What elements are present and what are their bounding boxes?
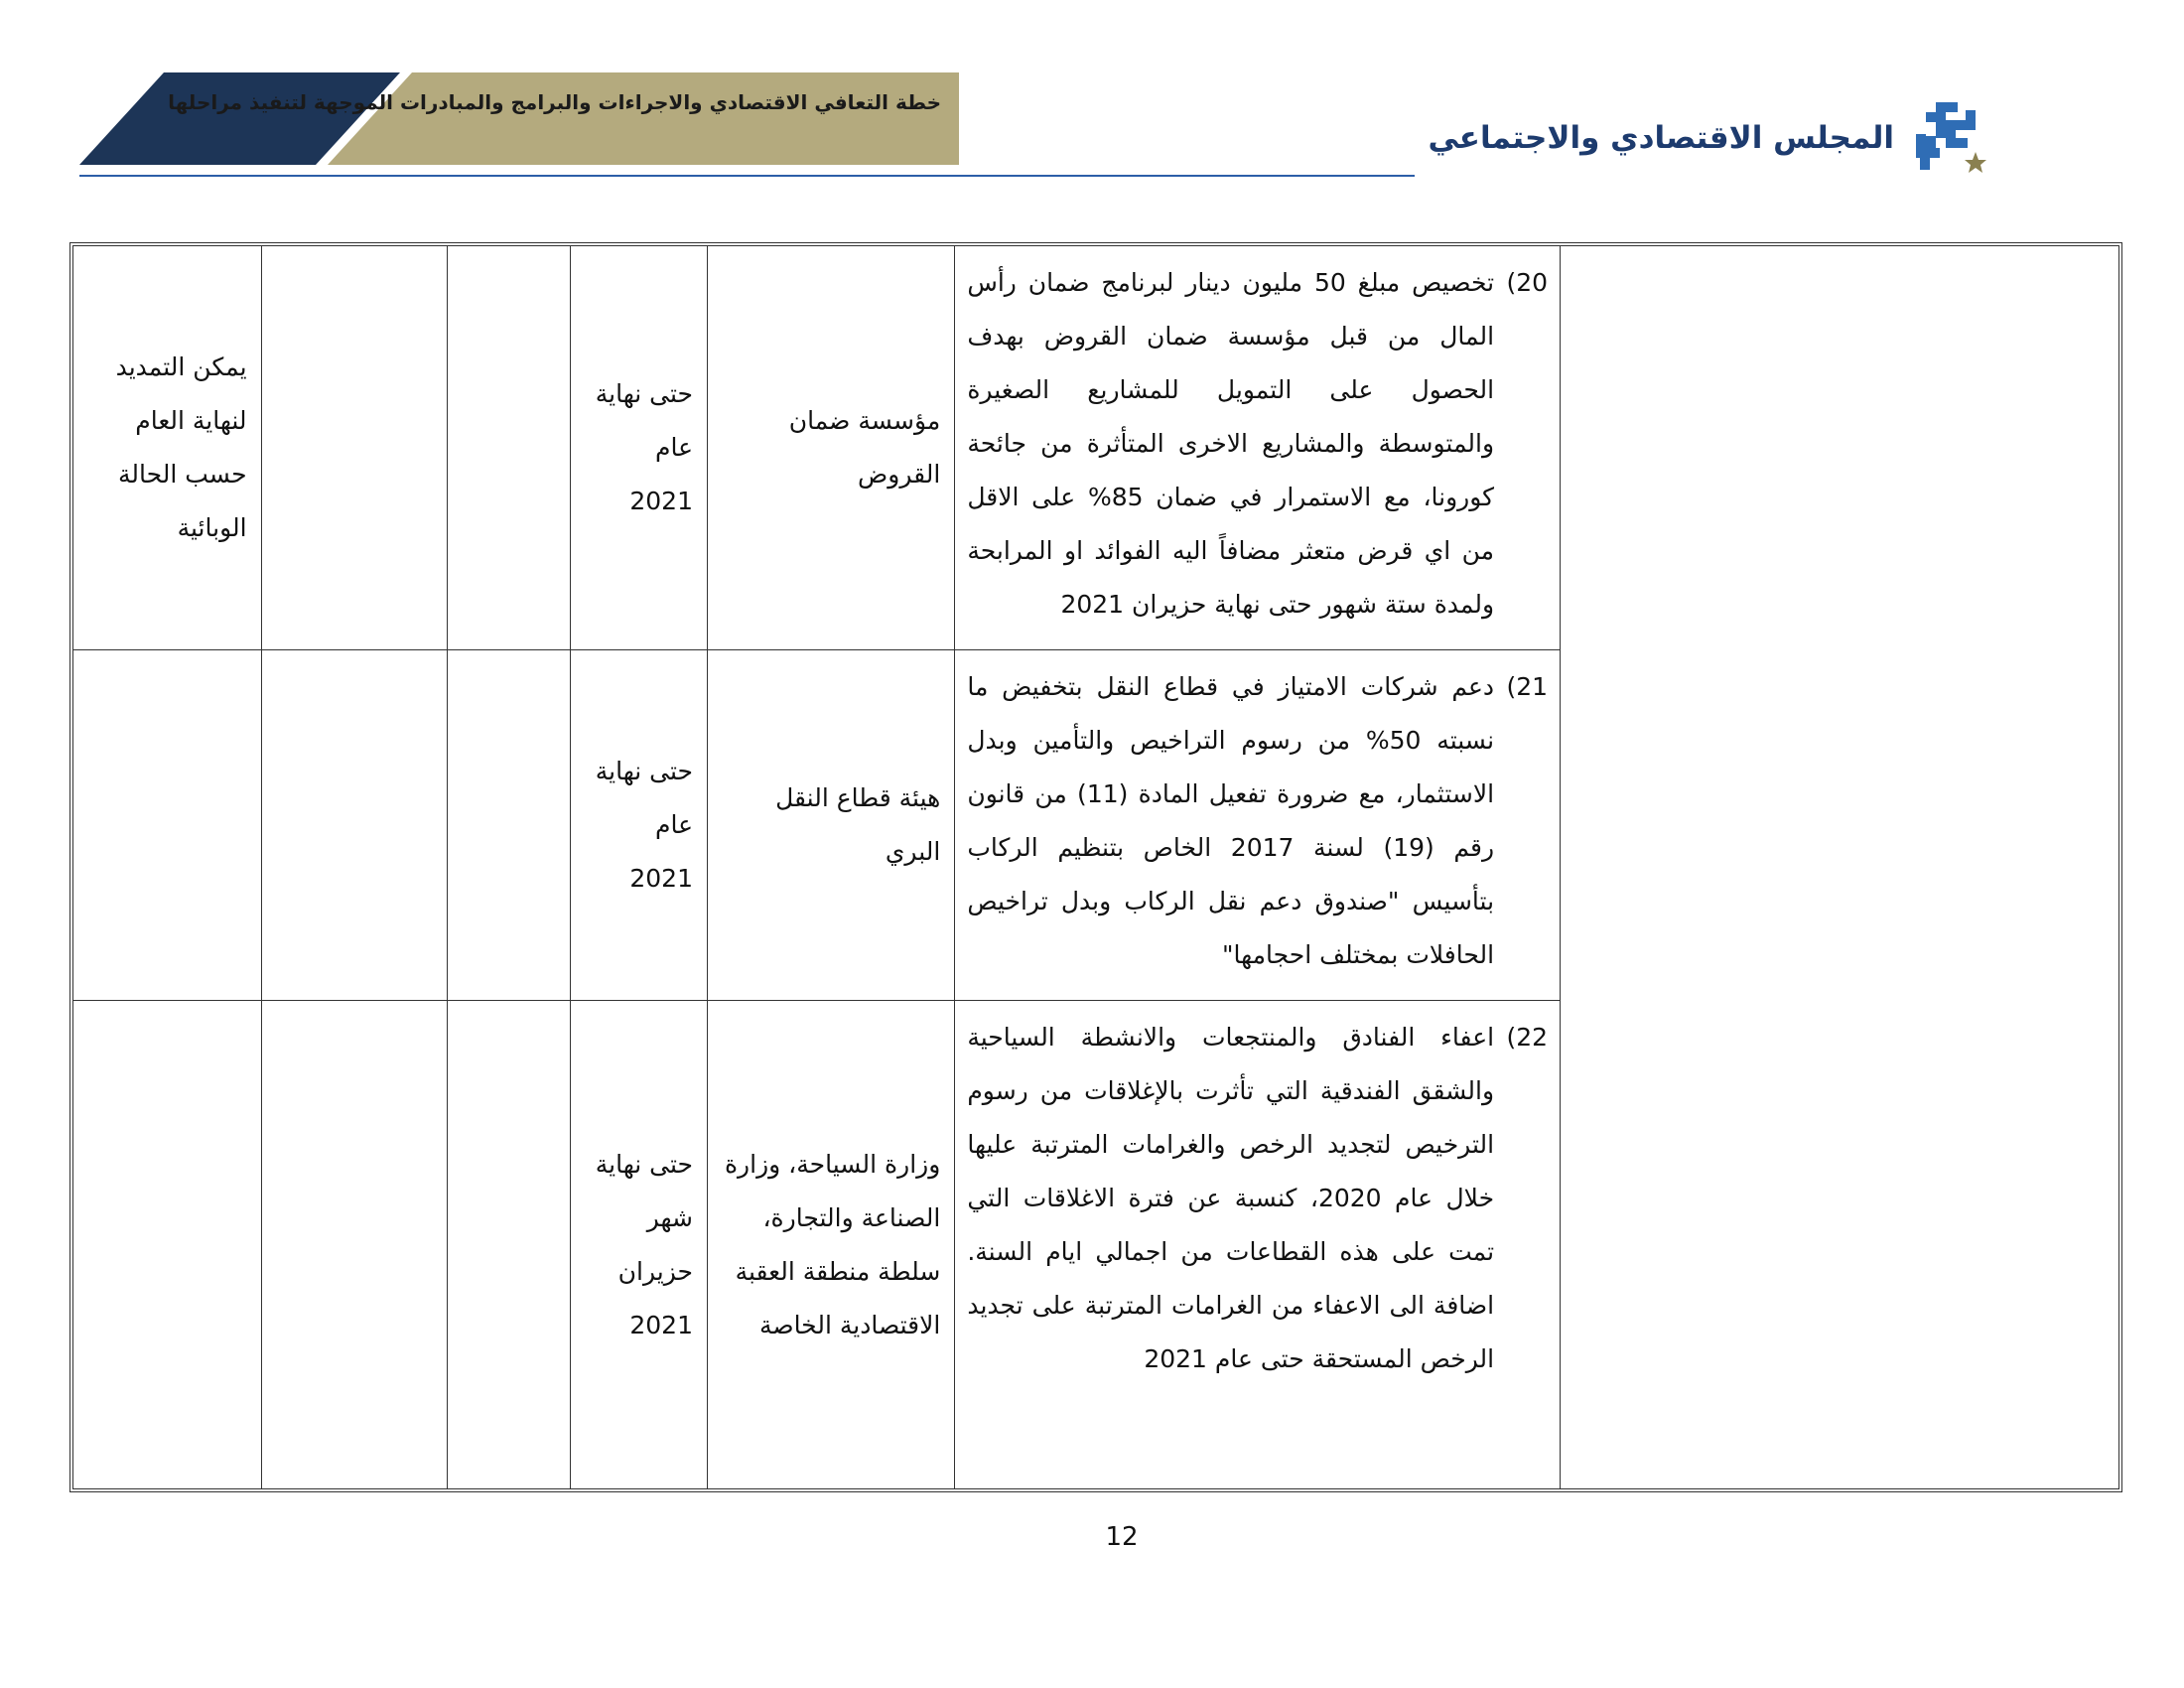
timeline: حتى نهاية عام 2021 (595, 757, 693, 893)
empty-cell (447, 246, 570, 650)
description-cell (954, 650, 1560, 1001)
timeline: حتى نهاية عام 2021 (595, 379, 693, 515)
notes-cell (73, 1001, 261, 1488)
timeline: حتى نهاية شهر حزيران 2021 (595, 1149, 693, 1339)
timeline-cell (570, 246, 707, 650)
item-number: 22) (1506, 1023, 1549, 1052)
responsible-entity: مؤسسة ضمان القروض (788, 406, 941, 489)
council-logo (1428, 94, 2005, 184)
table-row (73, 246, 2118, 650)
page-number: 12 (1105, 1522, 1139, 1552)
entity-cell (707, 650, 954, 1001)
header-rule (79, 175, 1415, 177)
responsible-entity: هيئة قطاع النقل البري (775, 783, 941, 866)
empty-cell (447, 1001, 570, 1488)
description-cell (954, 246, 1560, 650)
item-number: 21) (1506, 672, 1549, 701)
document-title: خطة التعافي الاقتصادي والاجراءات والبرامج والمبادرات الموجهة لتنفيذ مراحلها (168, 90, 941, 114)
description-cell (954, 1001, 1560, 1488)
program-cell-empty (1560, 246, 2118, 1488)
empty-cell (261, 246, 447, 650)
header-banner (79, 72, 959, 165)
empty-cell (261, 1001, 447, 1488)
entity-cell (707, 1001, 954, 1488)
timeline-cell (570, 1001, 707, 1488)
item-description: تخصيص مبلغ 50 مليون دينار لبرنامج ضمان رأس المال من قبل مؤسسة ضمان القروض بهدف الحصول على التمويل للمشاريع الصغيرة والمتوسطة والمشاريع الاخرى المتأثرة من جائحة كورونا، مع الاستمرار في ضمان 85% على الاقل من اي قرض متعثر مضافاً اليه الفوائد او المرابحة ولمدة ستة شهور حتى نهاية حزيران 2021 (967, 268, 1495, 619)
logo-text: المجلس الاقتصادي والاجتماعي (1428, 120, 1894, 156)
responsible-entity: وزارة السياحة، وزارة الصناعة والتجارة، سلطة منطقة العقبة الاقتصادية الخاصة (724, 1149, 941, 1339)
entity-cell (707, 246, 954, 650)
timeline-cell (570, 650, 707, 1001)
banner-shape (79, 72, 959, 165)
item-number: 20) (1506, 268, 1549, 297)
notes-cell (73, 650, 261, 1001)
notes-cell (73, 246, 261, 650)
item-description: دعم شركات الامتياز في قطاع النقل بتخفيض ما نسبته 50% من رسوم التراخيص والتأمين وبدل الاستثمار، مع ضرورة تفعيل المادة (11) من قانون رقم (19) لسنة 2017 الخاص بتنظيم الركاب بتأسيس "صندوق دعم نقل الركاب وبدل تراخيص الحافلات بمختلف احجامها" (967, 672, 1495, 969)
empty-cell (447, 650, 570, 1001)
notes: يمكن التمديد لنهاية العام حسب الحالة الوبائية (115, 352, 247, 542)
council-emblem-icon (1906, 94, 1995, 184)
item-description: اعفاء الفنادق والمنتجعات والانشطة السياحية والشقق الفندقية التي تأثرت بالإغلاقات من رسوم الترخيص لتجديد الرخص والغرامات المترتبة عليها خلال عام 2020، كنسبة عن فترة الاغلاقات التي تمت على هذه القطاعات من اجمالي ايام السنة. اضافة الى الاعفاء من الغرامات المترتبة على تجديد الرخص المستحقة حتى عام 2021 (967, 1023, 1495, 1373)
initiatives-table (69, 242, 2122, 1492)
empty-cell (261, 650, 447, 1001)
